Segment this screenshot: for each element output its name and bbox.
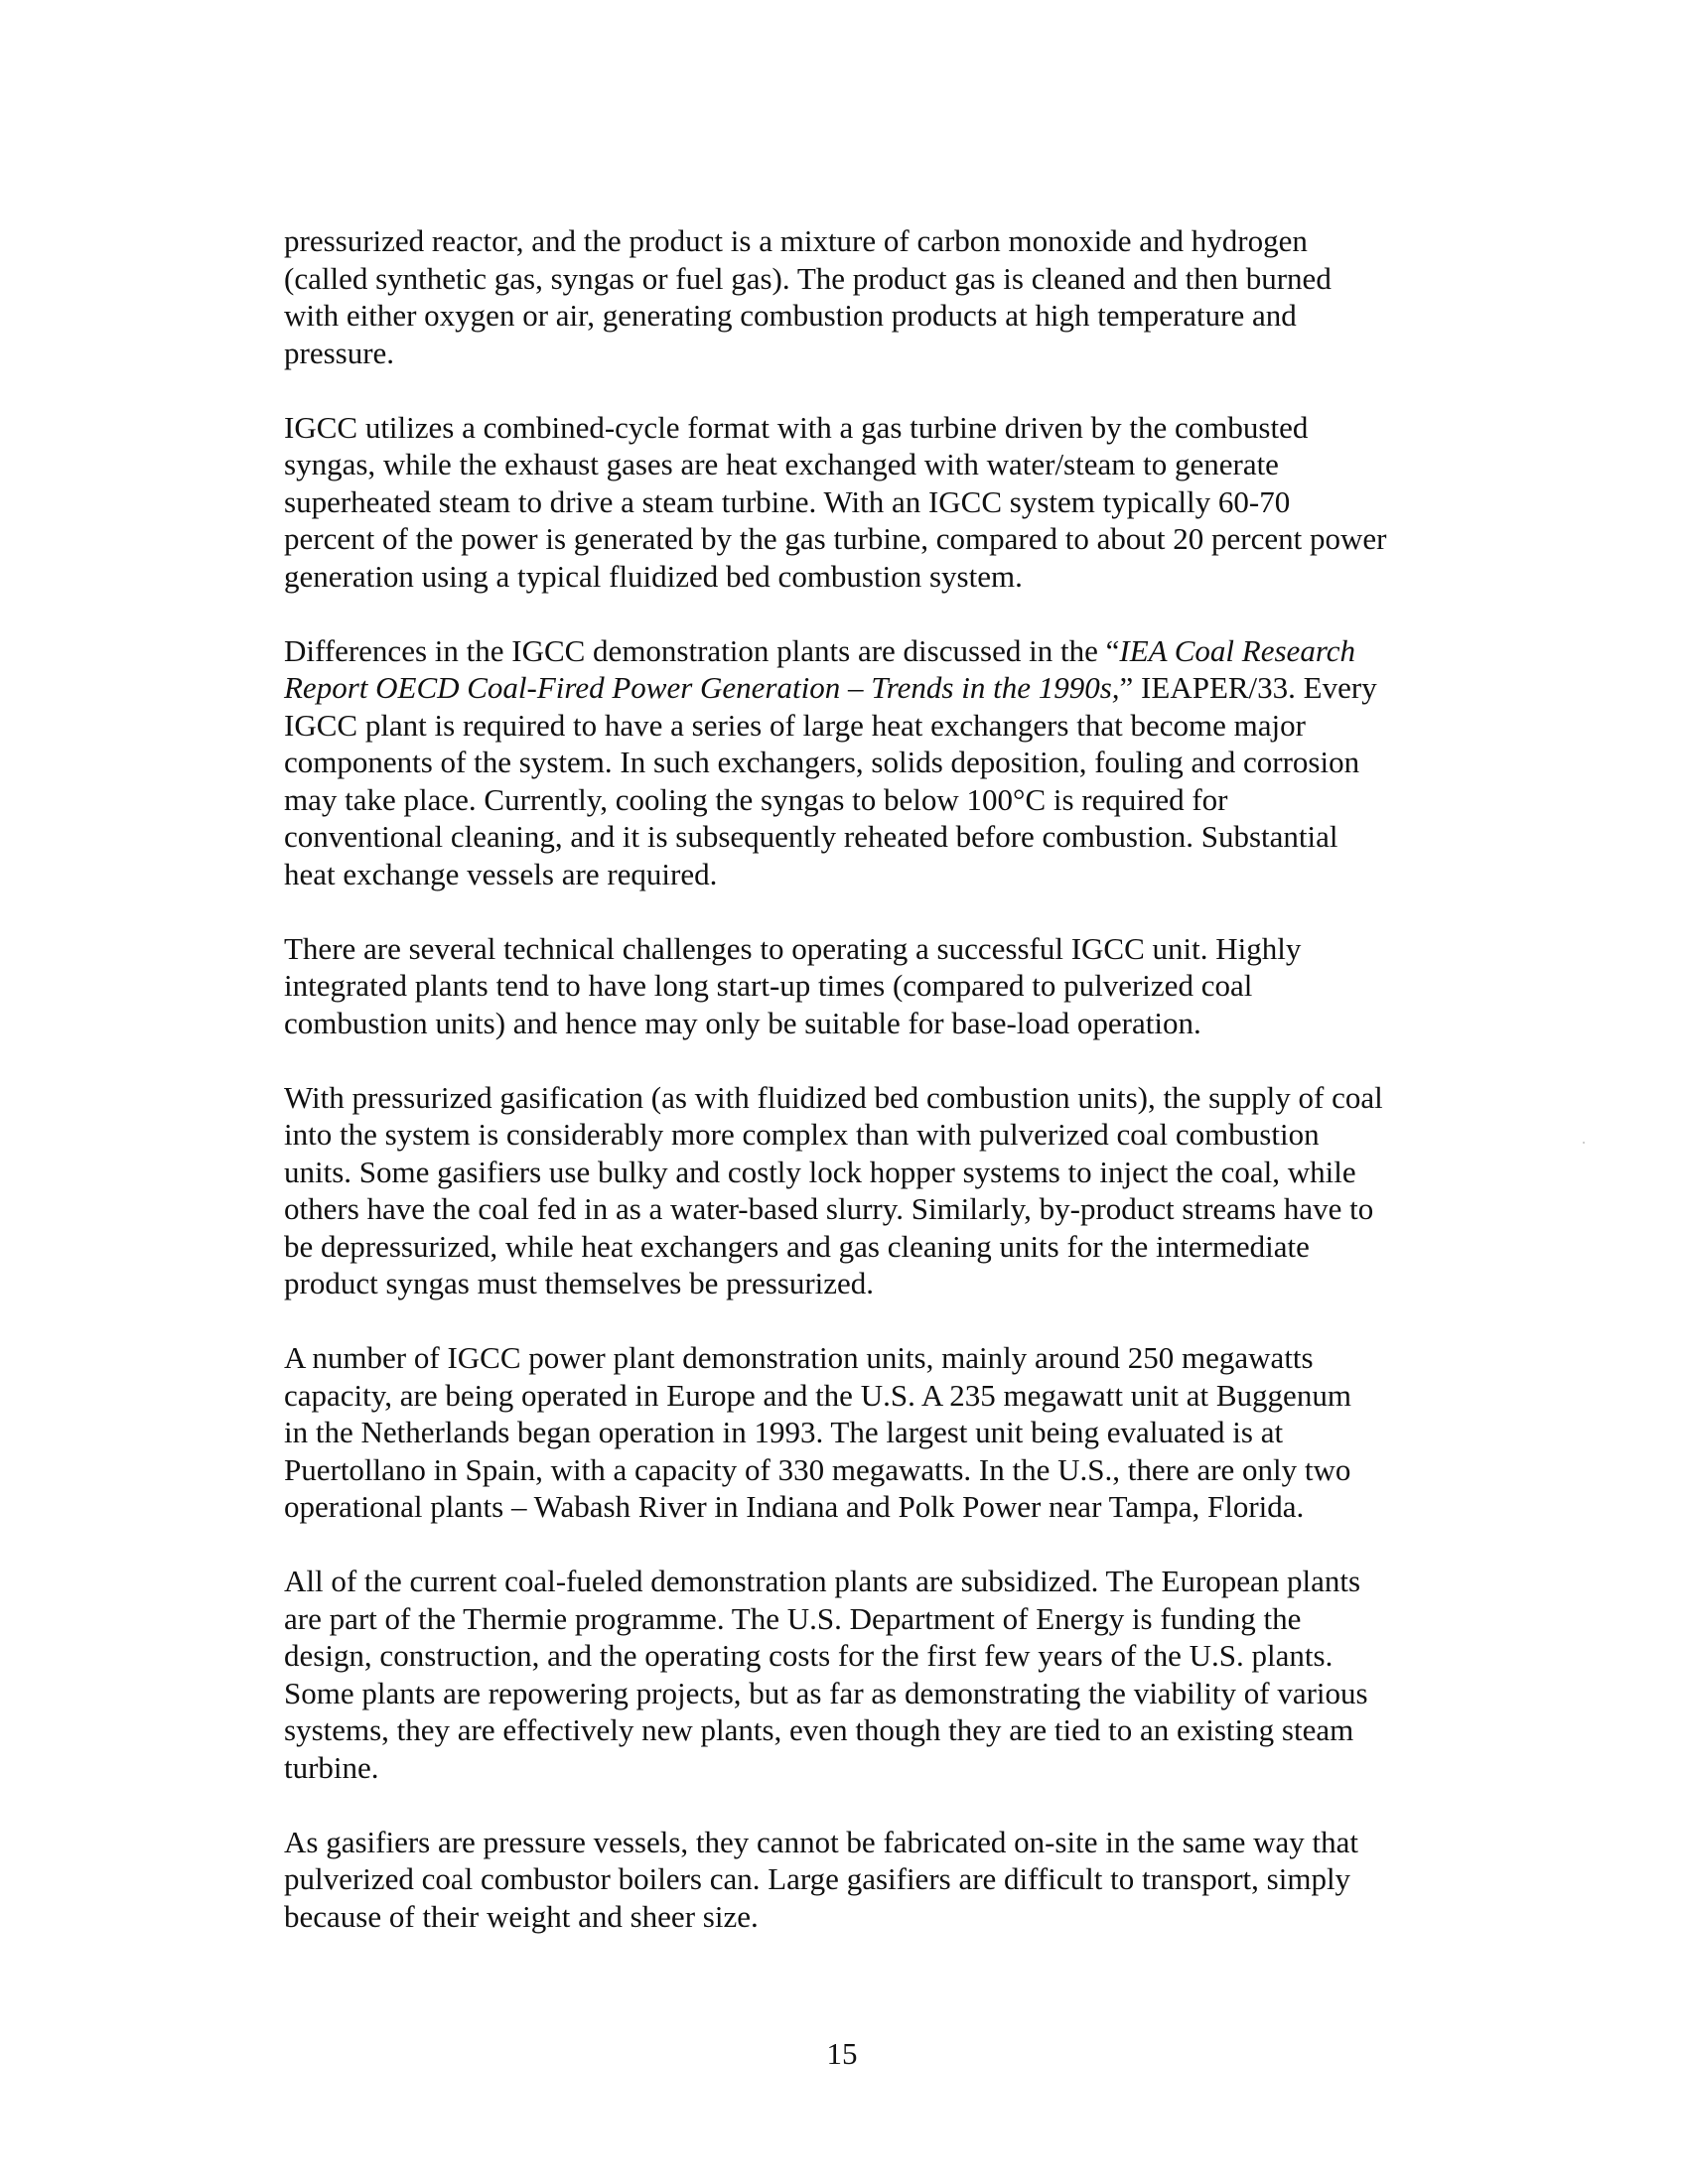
text-line: design, construction, and the operating costs for the first few years of the U.S. plants.	[284, 1638, 1333, 1673]
text-line: Some plants are repowering projects, but as far as demonstrating the viability of various	[284, 1675, 1368, 1710]
text-line: All of the current coal-fueled demonstration plants are subsidized. The European plants	[284, 1564, 1361, 1598]
text-line: product syngas must themselves be pressurized.	[284, 1266, 875, 1300]
text-line-suffix: ” IEAPER/33. Every	[1119, 670, 1377, 705]
text-line: units. Some gasifiers use bulky and costly lock hopper systems to inject the coal, while	[284, 1154, 1356, 1189]
report-title-part-2: Report OECD Coal-Fired Power Generation – Trends in the 1990s,	[284, 670, 1120, 705]
text-line: because of their weight and sheer size.	[284, 1898, 759, 1934]
text-line: are part of the Thermie programme. The U.S. Department of Energy is funding the	[284, 1600, 1302, 1636]
text-line: with either oxygen or air, generating combustion products at high temperature and	[284, 298, 1297, 333]
paragraph-syngas-product	[284, 222, 1475, 371]
text-line-prefix: Differences in the IGCC demonstration plants are discussed in the “	[284, 632, 1120, 668]
paragraph-subsidized-plants	[284, 1563, 1475, 1786]
text-line: heat exchange vessels are required.	[284, 856, 718, 891]
text-line: capacity, are being operated in Europe and the U.S. A 235 megawatt unit at Buggenum	[284, 1377, 1351, 1413]
text-line: combustion units) and hence may only be suitable for base-load operation.	[284, 1005, 1201, 1040]
text-line: pulverized coal combustor boilers can. Large gasifiers are difficult to transport, simply	[284, 1861, 1351, 1896]
text-line: syngas, while the exhaust gases are heat exchanged with water/steam to generate	[284, 447, 1279, 481]
page-number: 15	[826, 2036, 858, 2071]
text-line: generation using a typical fluidized bed combustion system.	[284, 558, 1023, 594]
paragraph-pressure-vessels	[284, 1824, 1475, 1936]
text-line: conventional cleaning, and it is subsequently reheated before combustion. Substantial	[284, 819, 1338, 854]
text-line: superheated steam to drive a steam turbine. With an IGCC system typically 60-70	[284, 483, 1291, 519]
paragraph-demonstration-units	[284, 1339, 1475, 1526]
text-line: components of the system. In such exchangers, solids deposition, fouling and corrosion	[284, 745, 1360, 779]
paragraph-technical-challenges	[284, 930, 1475, 1042]
text-line: As gasifiers are pressure vessels, they cannot be fabricated on-site in the same way that	[284, 1824, 1359, 1859]
text-line: percent of the power is generated by the gas turbine, compared to about 20 percent power	[284, 521, 1387, 556]
text-line: (called synthetic gas, syngas or fuel gas). The product gas is cleaned and then burned	[284, 260, 1332, 296]
text-line: Puertollano in Spain, with a capacity of 330 megawatts. In the U.S., there are only two	[284, 1451, 1351, 1487]
text-line: operational plants – Wabash River in Indiana and Polk Power near Tampa, Florida.	[284, 1489, 1305, 1524]
text-line: may take place. Currently, cooling the syngas to below 100°C is required for	[284, 781, 1228, 817]
text-line: IGCC utilizes a combined-cycle format with a gas turbine driven by the combusted	[284, 409, 1309, 445]
text-line: With pressurized gasification (as with fluidized bed combustion units), the supply of coal	[284, 1079, 1383, 1115]
text-line: pressure.	[284, 335, 395, 370]
text-line: There are several technical challenges to operating a successful IGCC unit. Highly	[284, 930, 1302, 966]
paragraph-combined-cycle	[284, 409, 1475, 596]
text-line: pressurized reactor, and the product is a mixture of carbon monoxide and hydrogen	[284, 223, 1308, 258]
text-line: in the Netherlands began operation in 1993. The largest unit being evaluated is at	[284, 1415, 1284, 1449]
text-line: into the system is considerably more complex than with pulverized coal combustion	[284, 1117, 1320, 1152]
report-title-part-1: IEA Coal Research	[1119, 632, 1355, 668]
text-line: be depressurized, while heat exchangers and gas cleaning units for the intermediate	[284, 1228, 1310, 1264]
text-line: turbine.	[284, 1749, 379, 1785]
text-line: IGCC plant is required to have a series of large heat exchangers that become major	[284, 707, 1306, 743]
scan-speck	[1583, 1142, 1585, 1144]
text-line: integrated plants tend to have long start-up times (compared to pulverized coal	[284, 968, 1253, 1003]
text-line: others have the coal fed in as a water-based slurry. Similarly, by-product streams have to	[284, 1191, 1374, 1226]
paragraph-pressurized-gasification	[284, 1079, 1475, 1302]
body-text	[284, 222, 1475, 1973]
text-line: systems, they are effectively new plants, even though they are tied to an existing steam	[284, 1712, 1354, 1747]
text-line: A number of IGCC power plant demonstration units, mainly around 250 megawatts	[284, 1340, 1314, 1375]
text-line	[284, 669, 1475, 707]
paragraph-demonstration-differences	[284, 632, 1475, 893]
text-line	[284, 632, 1475, 670]
